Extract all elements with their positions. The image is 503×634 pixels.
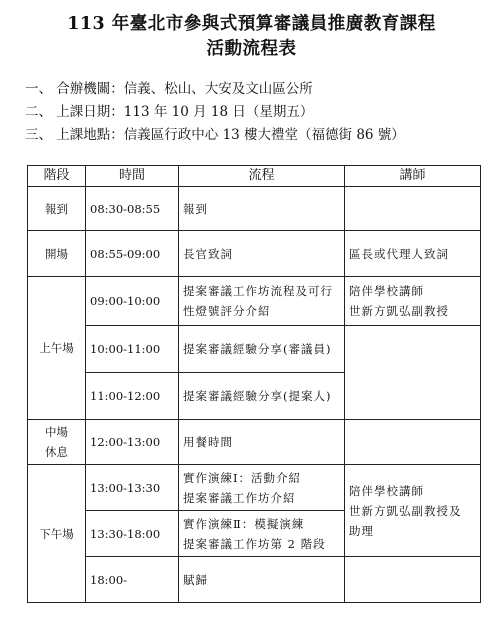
stage-cell: 上午場 bbox=[28, 277, 86, 420]
info-location: 三、 上課地點：信義區行政中心 13 樓大禮堂（福德街 86 號） bbox=[25, 127, 405, 143]
time-cell: 18:00- bbox=[86, 557, 179, 603]
table-row bbox=[28, 326, 481, 373]
time-cell: 08:55-09:00 bbox=[86, 231, 179, 277]
time-cell: 09:00-10:00 bbox=[86, 277, 179, 326]
flow-line: 提案審議經驗分享(提案人) bbox=[183, 389, 332, 403]
lecturer-cell bbox=[345, 326, 481, 420]
lecturer-cell bbox=[345, 231, 481, 277]
info-date: 二、 上課日期：113 年 10 月 18 日（星期五） bbox=[25, 104, 314, 120]
stage-line: 中場 bbox=[45, 425, 68, 439]
time-cell: 08:30-08:55 bbox=[86, 187, 179, 231]
flow-cell bbox=[179, 420, 345, 465]
flow-line: 用餐時間 bbox=[183, 435, 233, 449]
document-subtitle: 活動流程表 bbox=[206, 39, 297, 59]
table-row bbox=[28, 465, 481, 511]
flow-line: 提案審議工作坊介紹 bbox=[183, 490, 296, 505]
time-cell: 13:30-18:00 bbox=[86, 511, 179, 557]
stage-cell: 下午場 bbox=[28, 465, 86, 603]
lecturer-line: 區長或代理人致詞 bbox=[349, 246, 449, 261]
header-flow: 流程 bbox=[179, 166, 345, 187]
lecturer-cell bbox=[345, 420, 481, 465]
flow-cell bbox=[179, 557, 345, 603]
table-row bbox=[28, 231, 481, 277]
table-row bbox=[28, 557, 481, 603]
stage-cell bbox=[28, 420, 86, 465]
flow-cell bbox=[179, 187, 345, 231]
flow-cell bbox=[179, 373, 345, 420]
time-cell: 13:00-13:30 bbox=[86, 465, 179, 511]
stage-cell: 開場 bbox=[28, 231, 86, 277]
info-organizers: 一、 合辦機關：信義、松山、大安及文山區公所 bbox=[25, 81, 313, 97]
lecturer-cell bbox=[345, 187, 481, 231]
table-row bbox=[28, 420, 481, 465]
lecturer-cell bbox=[345, 277, 481, 326]
flow-line: 性燈號評分介紹 bbox=[183, 304, 271, 318]
lecturer-cell bbox=[345, 465, 481, 557]
table-header-row bbox=[28, 166, 481, 187]
flow-line: 實作演練Ⅱ：模擬演練 bbox=[183, 516, 305, 531]
stage-cell: 報到 bbox=[28, 187, 86, 231]
lecturer-line: 陪伴學校講師 bbox=[349, 284, 424, 298]
lecturer-cell bbox=[345, 557, 481, 603]
flow-line: 實作演練Ⅰ：活動介紹 bbox=[183, 470, 302, 485]
table-row bbox=[28, 277, 481, 326]
time-cell: 10:00-11:00 bbox=[86, 326, 179, 373]
flow-line: 提案審議經驗分享(審議員) bbox=[183, 342, 332, 356]
header-lecturer: 講師 bbox=[345, 166, 481, 187]
flow-line: 長官致詞 bbox=[183, 246, 233, 261]
flow-line: 提案審議工作坊第 2 階段 bbox=[183, 536, 326, 551]
schedule-table bbox=[27, 165, 481, 603]
lecturer-line: 助理 bbox=[349, 523, 374, 538]
table-row bbox=[28, 187, 481, 231]
stage-line: 休息 bbox=[45, 445, 68, 459]
flow-cell bbox=[179, 231, 345, 277]
flow-line: 報到 bbox=[183, 201, 208, 216]
lecturer-line: 世新方凱弘副教授 bbox=[349, 304, 449, 318]
flow-cell bbox=[179, 511, 345, 557]
header-stage: 階段 bbox=[28, 166, 86, 187]
time-cell: 12:00-13:00 bbox=[86, 420, 179, 465]
lecturer-line: 世新方凱弘副教授及 bbox=[349, 503, 462, 518]
flow-line: 賦歸 bbox=[183, 572, 208, 587]
flow-cell bbox=[179, 326, 345, 373]
time-cell: 11:00-12:00 bbox=[86, 373, 179, 420]
flow-line: 提案審議工作坊流程及可行 bbox=[183, 284, 333, 298]
flow-cell bbox=[179, 465, 345, 511]
document-title: 113 年臺北市參與式預算審議員推廣教育課程 bbox=[67, 14, 436, 34]
flow-cell bbox=[179, 277, 345, 326]
lecturer-line: 陪伴學校講師 bbox=[349, 483, 424, 498]
header-time: 時間 bbox=[86, 166, 179, 187]
